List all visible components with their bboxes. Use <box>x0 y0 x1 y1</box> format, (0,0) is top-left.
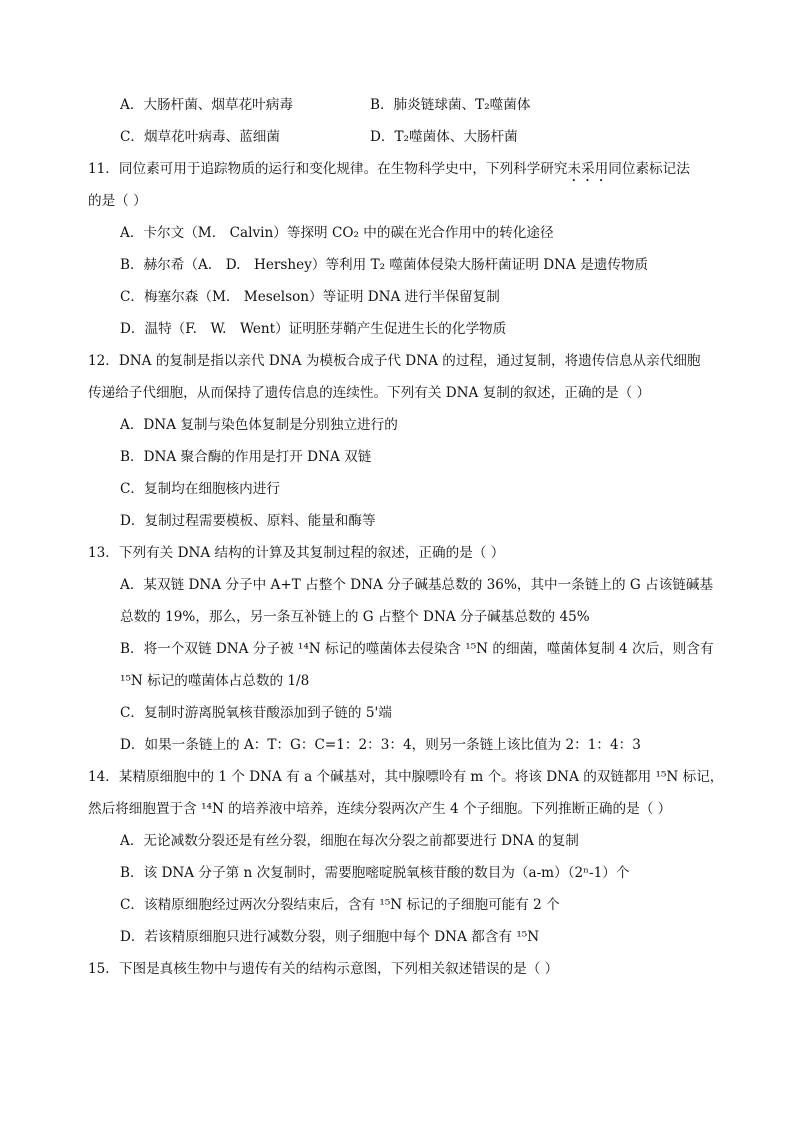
q14-option-c: C．该精原细胞经过两次分裂结束后，含有 ¹⁵N 标记的子细胞可能有 2 个 <box>120 897 560 913</box>
q10-option-a: A．大肠杆菌、烟草花叶病毒 <box>120 97 293 113</box>
q14-stem-line-1: 14．某精原细胞中的 1 个 DNA 有 a 个碱基对，其中腺嘌呤有 m 个。将该 DNA 的双链都用 ¹⁵N 标记， <box>88 769 724 785</box>
q12-option-c: C．复制均在细胞核内进行 <box>120 481 280 497</box>
q13-option-b-line-1: B．将一个双链 DNA 分子被 ¹⁴N 标记的噬菌体去侵染含 ¹⁵N 的细菌，噬菌体复制 4 次后，则含有 <box>120 641 714 657</box>
q13-stem: 13．下列有关 DNA 结构的计算及其复制过程的叙述，正确的是（ ） <box>88 545 505 561</box>
q14-option-d: D．若该精原细胞只进行减数分裂，则子细胞中每个 DNA 都含有 ¹⁵N <box>120 929 540 945</box>
q12-option-b: B．DNA 聚合酶的作用是打开 DNA 双链 <box>120 449 372 465</box>
q13-option-c: C．复制时游离脱氧核苷酸添加到子链的 5'端 <box>120 705 392 721</box>
q13-option-d: D．如果一条链上的 A：T：G：C=1：2：3：4，则另一条链上该比值为 2：1：4：3 <box>120 737 641 753</box>
q11-stem-line-1 <box>88 160 690 185</box>
q13-option-b-line-2: ¹⁵N 标记的噬菌体占总数的 1/8 <box>120 673 310 689</box>
q10-option-d: D．T₂噬菌体、大肠杆菌 <box>370 129 518 145</box>
q11-stem-part-a: 11．同位素可用于追踪物质的运行和变化规律。在生物科学史中，下列科学研究 <box>88 161 568 177</box>
q14-stem-line-2: 然后将细胞置于含 ¹⁴N 的培养液中培养，连续分裂两次产生 4 个子细胞。下列推断正确的是（ ） <box>88 801 672 817</box>
q11-emphasis-text: 未采用 <box>567 161 609 177</box>
q10-option-b: B．肺炎链球菌、T₂噬菌体 <box>370 97 531 113</box>
q12-option-d: D．复制过程需要模板、原料、能量和酶等 <box>120 513 376 529</box>
q11-stem-part-b: 同位素标记法 <box>608 161 690 177</box>
q12-stem-line-2: 传递给子代细胞，从而保持了遗传信息的连续性。下列有关 DNA 复制的叙述，正确的是（ ） <box>88 385 651 401</box>
q11-option-a: A．卡尔文（M. Calvin）等探明 CO₂ 中的碳在光合作用中的转化途径 <box>120 225 554 241</box>
q13-option-a-line-1: A．某双链 DNA 分子中 A+T 占整个 DNA 分子碱基总数的 36%，其中一条链上的 G 占该链碱基 <box>120 577 714 593</box>
q13-option-a-line-2: 总数的 19%，那么，另一条互补链上的 G 占整个 DNA 分子碱基总数的 45% <box>120 609 590 625</box>
q15-stem: 15．下图是真核生物中与遗传有关的结构示意图，下列相关叙述错误的是（ ） <box>88 961 559 977</box>
q10-option-c: C．烟草花叶病毒、蓝细菌 <box>120 129 280 145</box>
q11-option-c: C．梅塞尔森（M. Meselson）等证明 DNA 进行半保留复制 <box>120 289 500 305</box>
q11-stem-line-2: 的是（ ） <box>88 193 147 209</box>
q11-option-d: D．温特（F. W. Went）证明胚芽鞘产生促进生长的化学物质 <box>120 321 507 337</box>
q12-stem-line-1: 12．DNA 的复制是指以亲代 DNA 为模板合成子代 DNA 的过程，通过复制，将遗传信息从亲代细胞 <box>88 353 701 369</box>
q14-option-b: B．该 DNA 分子第 n 次复制时，需要胞嘧啶脱氧核苷酸的数目为（a-m）（2ⁿ-1）个 <box>120 865 630 881</box>
q12-option-a: A．DNA 复制与染色体复制是分别独立进行的 <box>120 417 398 433</box>
q14-option-a: A．无论减数分裂还是有丝分裂，细胞在每次分裂之前都要进行 DNA 的复制 <box>120 833 579 849</box>
q11-option-b: B．赫尔希（A. D. Hershey）等利用 T₂ 噬菌体侵染大肠杆菌证明 DNA 是遗传物质 <box>120 257 649 273</box>
